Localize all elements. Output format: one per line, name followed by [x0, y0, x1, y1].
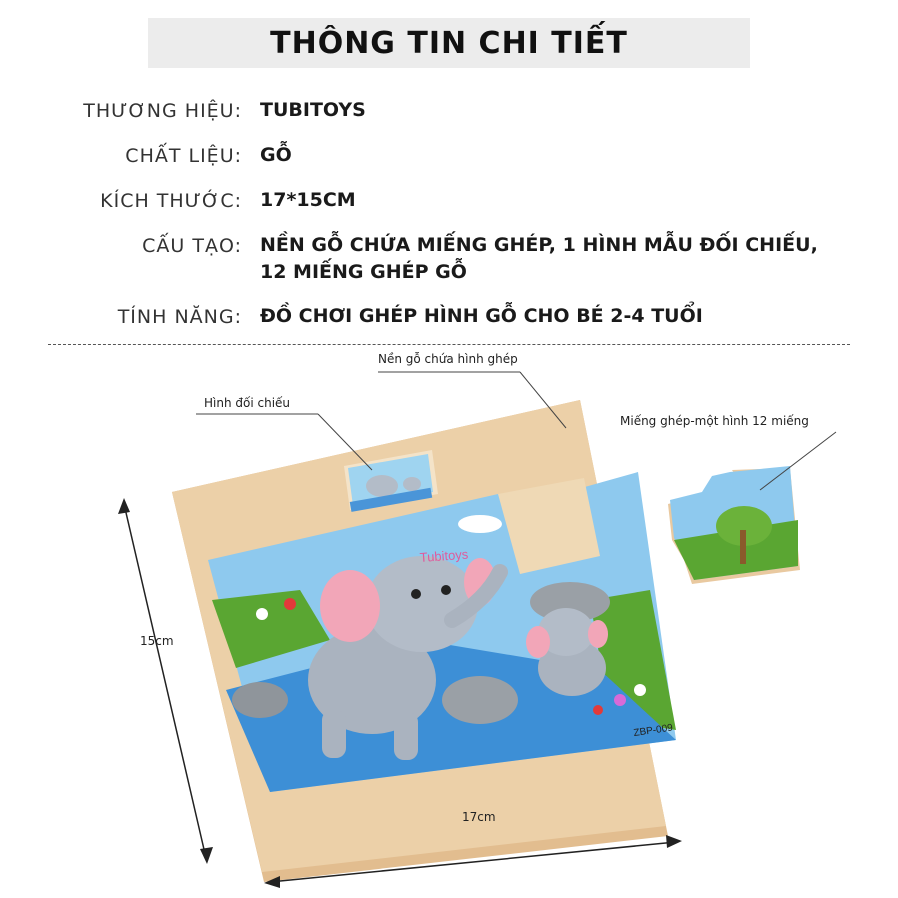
- spec-value: NỀN GỖ CHỨA MIẾNG GHÉP, 1 HÌNH MẪU ĐỐI CHIẾU,: [260, 234, 818, 256]
- puzzle-brand-mark: Tubitoys: [419, 546, 469, 565]
- puzzle-code: ZBP-009: [632, 722, 674, 739]
- flower: [593, 705, 603, 715]
- leader-line-piece: [760, 432, 836, 490]
- spec-label: TÍNH NĂNG:: [117, 306, 242, 328]
- flower: [614, 694, 626, 706]
- annotation-reference: Hình đối chiếu: [204, 396, 291, 410]
- rock: [232, 682, 288, 718]
- elephant-leg: [394, 712, 418, 760]
- spec-label: CẤU TẠO:: [142, 235, 242, 257]
- spec-value: ĐỒ CHƠI GHÉP HÌNH GỖ CHO BÉ 2-4 TUỔI: [260, 305, 703, 327]
- dimension-height-label: 15cm: [140, 634, 174, 648]
- reference-elephant-baby: [403, 477, 421, 491]
- elephant-eye: [441, 585, 451, 595]
- spec-label: KÍCH THƯỚC:: [100, 190, 242, 212]
- spec-value: 17*15CM: [260, 189, 356, 211]
- elephant-ear: [320, 570, 380, 642]
- flower: [284, 598, 296, 610]
- flower: [256, 608, 268, 620]
- spec-value: TUBITOYS: [260, 99, 366, 121]
- spec-label: THƯƠNG HIỆU:: [83, 100, 242, 122]
- dimension-width-label: 17cm: [462, 810, 496, 824]
- spec-label: CHẤT LIỆU:: [125, 145, 242, 167]
- cloud: [458, 515, 502, 533]
- flower: [634, 684, 646, 696]
- spec-value-line2: 12 MIẾNG GHÉP GỖ: [260, 261, 467, 283]
- baby-elephant-ear: [588, 620, 608, 648]
- elephant-head: [366, 556, 478, 652]
- baby-elephant-ear: [526, 626, 550, 658]
- spec-value: GỖ: [260, 144, 292, 166]
- annotation-piece: Miếng ghép-một hình 12 miếng: [620, 414, 809, 428]
- elephant-eye: [411, 589, 421, 599]
- annotation-base: Nền gỗ chứa hình ghép: [378, 352, 518, 366]
- rock: [442, 676, 518, 724]
- elephant-leg: [322, 710, 346, 758]
- reference-elephant: [366, 475, 398, 497]
- section-title: THÔNG TIN CHI TIẾT: [270, 25, 628, 61]
